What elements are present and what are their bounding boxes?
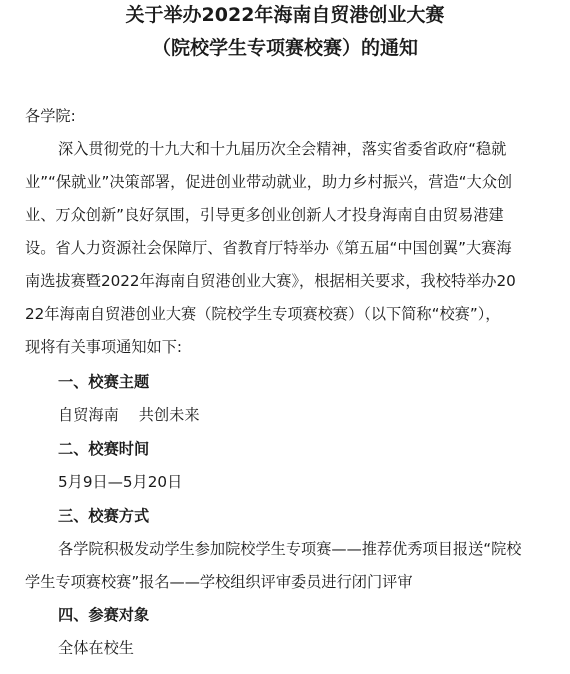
document-title-line-1: 关于举办2022年海南自贸港创业大赛 <box>125 4 445 26</box>
section-body-time: 5月9日—5月20日 <box>58 473 183 491</box>
intro-paragraph-line: 设。省人力资源社会保障厅、省教育厅特举办《第五届“中国创翼”大赛海 <box>25 239 512 257</box>
intro-paragraph-line: 业”“保就业”决策部署，促进创业带动就业，助力乡村振兴，营造“大众创 <box>25 173 513 191</box>
section-heading-method: 三、校赛方式 <box>58 507 150 525</box>
section-body-method: 学生专项赛校赛”报名——学校组织评审委员进行闭门评审 <box>25 573 413 591</box>
intro-paragraph-line: 深入贯彻党的十九大和十九届历次全会精神，落实省委省政府“稳就 <box>58 140 507 158</box>
section-body-theme: 自贸海南 共创未来 <box>58 406 200 424</box>
section-body-method: 各学院积极发动学生参加院校学生专项赛——推荐优秀项目报送“院校 <box>58 540 522 558</box>
document-title-line-2: （院校学生专项赛校赛）的通知 <box>151 37 418 59</box>
intro-paragraph-line: 22年海南自贸港创业大赛（院校学生专项赛校赛）（以下简称“校赛”）， <box>25 305 501 323</box>
section-body-participants: 全体在校生 <box>58 639 134 657</box>
intro-paragraph-line: 南选拔赛暨2022年海南自贸港创业大赛》，根据相关要求，我校特举办20 <box>25 272 516 290</box>
salutation: 各学院: <box>25 107 76 125</box>
section-heading-participants: 四、参赛对象 <box>58 606 150 624</box>
section-heading-theme: 一、校赛主题 <box>58 373 150 391</box>
intro-paragraph-line: 现将有关事项通知如下: <box>25 338 182 356</box>
section-heading-time: 二、校赛时间 <box>58 440 150 458</box>
intro-paragraph-line: 业、万众创新”良好氛围，引导更多创业创新人才投身海南自由贸易港建 <box>25 206 504 224</box>
